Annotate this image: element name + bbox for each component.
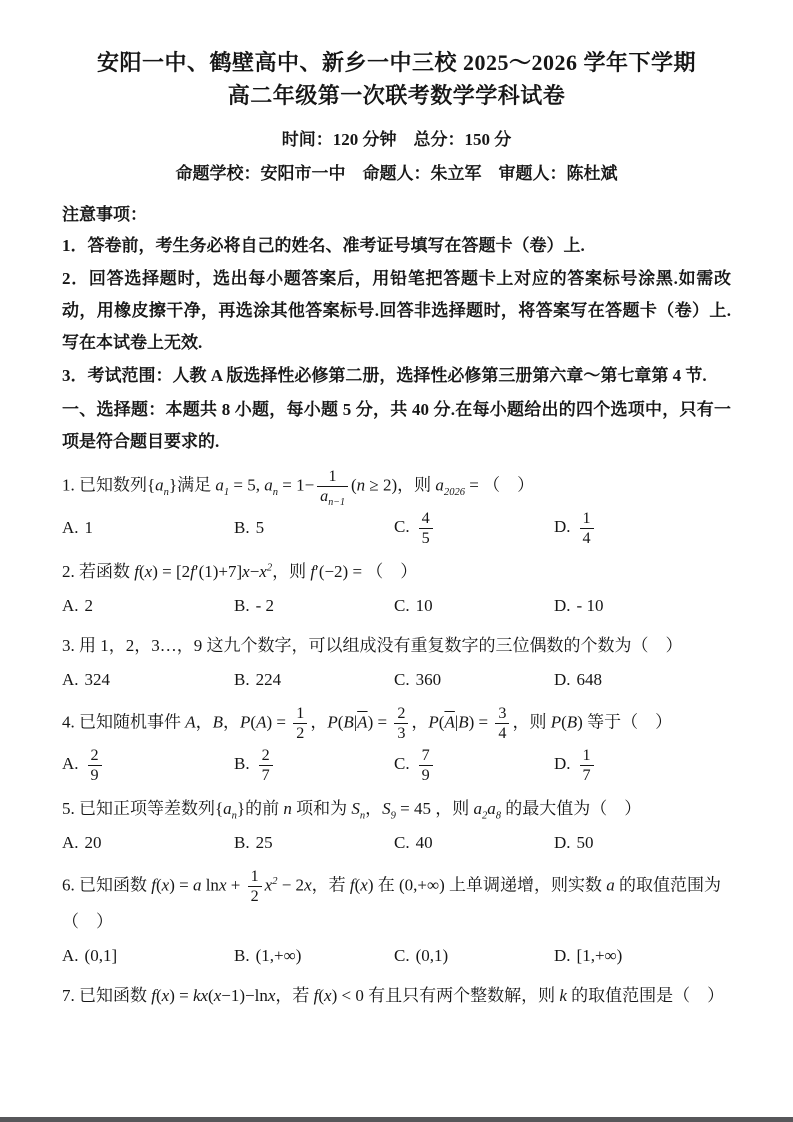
option-label: D. <box>554 833 571 853</box>
notice-item-1: 1．答卷前，考生务必将自己的姓名、准考证号填写在答题卡（卷）上. <box>62 236 585 256</box>
option-label: C. <box>394 946 410 966</box>
option-value: 324 <box>84 670 111 690</box>
option-b <box>234 746 394 785</box>
option-value <box>416 746 436 784</box>
option-label: D. <box>554 670 571 690</box>
option-label: C. <box>394 754 410 774</box>
option-label: B. <box>234 670 250 690</box>
option-d <box>554 590 731 621</box>
option-b <box>234 940 394 971</box>
option-c <box>394 746 554 785</box>
option-label: A. <box>62 946 79 966</box>
option-label: A. <box>62 596 79 616</box>
option-value: 2 <box>84 596 94 616</box>
option-value: 10 <box>415 596 433 616</box>
fraction: $\frac{4}{5}$ <box>419 509 433 548</box>
option-value: (0,1) <box>415 946 449 966</box>
option-label: B. <box>234 754 250 774</box>
option-c <box>394 509 554 548</box>
option-value <box>256 746 276 784</box>
option-label: A. <box>62 670 79 690</box>
option-b <box>234 512 394 543</box>
option-value: (0,1] <box>84 946 118 966</box>
fraction: $\frac{1}{7}$ <box>580 746 594 785</box>
question-stem: 5. 已知正项等差数列$\{a_n\}$的前 n 项和为 $S_n$，$S_9 = 45$ ，则 $a_2a_8$ 的最大值为（ ） <box>62 798 642 822</box>
option-label: B. <box>234 596 250 616</box>
option-value: 1 <box>84 518 94 538</box>
option-c <box>394 827 554 858</box>
option-b <box>234 827 394 858</box>
option-d <box>554 509 731 548</box>
fraction: $\frac{2}{7}$ <box>259 746 273 785</box>
option-value <box>416 509 436 547</box>
question-options <box>62 827 731 858</box>
option-value: (1,+∞) <box>255 946 302 966</box>
option-value <box>577 746 597 784</box>
option-a <box>62 940 234 971</box>
option-label: D. <box>554 946 571 966</box>
option-value <box>577 509 597 547</box>
option-value: 5 <box>255 518 265 538</box>
question-5 <box>62 793 731 859</box>
questions-list <box>62 467 731 1012</box>
option-a <box>62 746 234 785</box>
option-value: - 2 <box>255 596 275 616</box>
option-b <box>234 664 394 695</box>
fraction: $\frac{1}{4}$ <box>580 509 594 548</box>
option-label: A. <box>62 518 79 538</box>
page-title-line2: 高二年级第一次联考数学学科试卷 <box>227 83 566 108</box>
question-options <box>62 509 731 548</box>
page-title-line1: 安阳一中、鹤壁高中、新乡一中三校 2025～2026 学年下学期 <box>96 50 696 75</box>
option-label: B. <box>234 518 250 538</box>
question-stem: 4. 已知随机事件 A，B，P(A) = $\frac{1}{2}$ ，$P(B|\overline{A})$ = $\frac{2}{3}$ ，$P(\overline{A}|B)$ = $\frac{3}{4}$ ，则 P(B) 等于（ ） <box>62 704 673 742</box>
question-stem: 6. 已知函数 f(x) = a lnx + $\frac{1}{2}$ $x^2 - 2x$，若 f(x) 在 (0,+∞) 上单调递增，则实数 a 的取值范围为（ ） <box>62 867 722 931</box>
question-stem: 2. 若函数 $f(x) = [2f'(1)+7]x-x^2$，则 f′(−2) = （ ） <box>62 561 418 581</box>
fraction: $\frac{7}{9}$ <box>419 746 433 785</box>
option-value: 25 <box>255 833 273 853</box>
option-value: 224 <box>255 670 282 690</box>
exam-time-score: 时间：120 分钟 总分：150 分 <box>281 130 512 149</box>
option-a <box>62 512 234 543</box>
option-value: 50 <box>576 833 594 853</box>
section-heading-multiple-choice: 一、选择题：本题共 8 小题，每小题 5 分，共 40 分.在每小题给出的四个选项中，只有一项是符合题目要求的. <box>62 399 731 452</box>
option-label: D. <box>554 754 571 774</box>
option-a <box>62 664 234 695</box>
option-a <box>62 590 234 621</box>
option-b <box>234 590 394 621</box>
question-7 <box>62 980 731 1011</box>
option-value <box>85 746 105 784</box>
notices-heading: 注意事项： <box>62 205 147 224</box>
notice-item-2: 2．回答选择题时，选出每小题答案后，用铅笔把答题卡上对应的答案标号涂黑.如需改动，用橡皮擦干净，再选涂其他答案标号.回答非选择题时，将答案写在答题卡（卷）上.写在本试卷上无效. <box>62 268 731 353</box>
fraction: $\frac{1}{a_{n-1}}$ <box>317 467 348 506</box>
question-stem: 7. 已知函数 f(x) = kx(x−1)−lnx，若 f(x) < 0 有且只有两个整数解，则 k 的取值范围是（ ） <box>62 985 725 1005</box>
option-label: A. <box>62 754 79 774</box>
option-d <box>554 940 731 971</box>
notice-item-3: 3．考试范围：人教 A 版选择性必修第二册，选择性必修第三册第六章～第七章第 4 节. <box>62 365 707 385</box>
option-value: [1,+∞) <box>576 946 623 966</box>
option-d <box>554 664 731 695</box>
option-value: 360 <box>415 670 442 690</box>
option-value: - 10 <box>576 596 604 616</box>
option-label: C. <box>394 670 410 690</box>
option-value: 40 <box>415 833 433 853</box>
option-d <box>554 827 731 858</box>
fraction: $\frac{1}{2}$ <box>293 704 307 743</box>
question-options <box>62 940 731 971</box>
option-c <box>394 590 554 621</box>
question-stem: 3. 用 1，2，3…，9 这九个数字，可以组成没有重复数字的三位偶数的个数为（ ） <box>62 635 683 655</box>
option-a <box>62 827 234 858</box>
option-label: A. <box>62 833 79 853</box>
option-c <box>394 940 554 971</box>
option-label: D. <box>554 517 571 537</box>
option-value: 648 <box>576 670 603 690</box>
fraction: $\frac{1}{2}$ <box>248 867 262 906</box>
option-d <box>554 746 731 785</box>
question-stem: 1. 已知数列$\{a_n\}$满足 $a_1 = 5$, $a_n = 1-$ $\frac{1}{a_{n-1}}$ (n ≥ 2)，则 $a_{2026}$ = （ ） <box>62 467 535 508</box>
option-c <box>394 664 554 695</box>
question-4 <box>62 704 731 785</box>
question-options <box>62 664 731 695</box>
option-label: B. <box>234 946 250 966</box>
option-label: C. <box>394 517 410 537</box>
option-value: 20 <box>84 833 102 853</box>
option-label: C. <box>394 833 410 853</box>
option-label: B. <box>234 833 250 853</box>
question-options <box>62 590 731 621</box>
window-bottom-edge <box>0 1117 793 1122</box>
option-label: D. <box>554 596 571 616</box>
exam-authors: 命题学校：安阳市一中 命题人：朱立军 审题人：陈杜斌 <box>175 164 618 183</box>
question-1 <box>62 467 731 548</box>
fraction: $\frac{2}{3}$ <box>394 704 408 743</box>
fraction: $\frac{3}{4}$ <box>495 704 509 743</box>
question-options <box>62 746 731 785</box>
question-6 <box>62 867 731 972</box>
fraction: $\frac{2}{9}$ <box>88 746 102 785</box>
option-label: C. <box>394 596 410 616</box>
question-2 <box>62 556 731 622</box>
question-3 <box>62 630 731 696</box>
